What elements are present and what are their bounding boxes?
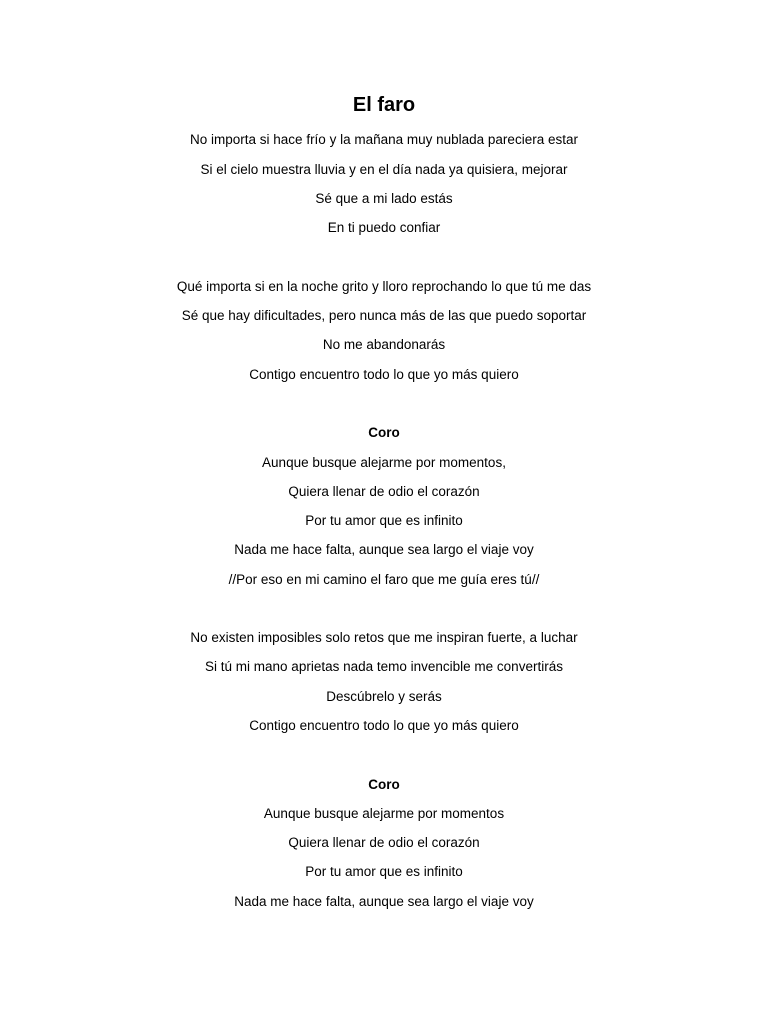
stanza-1-line-3: Sé que a mi lado estás [315,191,453,206]
stanza-3-line-2: Si tú mi mano aprietas nada temo invencible me convertirás [205,659,563,674]
chorus-2-line-4: Nada me hace falta, aunque sea largo el viaje voy [234,894,534,909]
chorus-1-line-1: Aunque busque alejarme por momentos, [262,455,506,470]
stanza-1-line-1: No importa si hace frío y la mañana muy nublada pareciera estar [190,132,578,147]
chorus-2-line-3: Por tu amor que es infinito [305,864,463,879]
stanza-2-line-1: Qué importa si en la noche grito y lloro reprochando lo que tú me das [176,279,592,294]
stanza-1-line-4: En ti puedo confiar [327,220,441,235]
stanza-3-line-4: Contigo encuentro todo lo que yo más quiero [249,718,519,733]
stanza-3-line-3: Descúbrelo y serás [326,689,442,704]
chorus-1-line-2: Quiera llenar de odio el corazón [288,484,480,499]
stanza-2-line-3: No me abandonarás [322,337,446,352]
stanza-2-line-4: Contigo encuentro todo lo que yo más quiero [249,367,519,382]
chorus-2-line-1: Aunque busque alejarme por momentos [263,806,505,821]
stanza-2-line-2: Sé que hay dificultades, pero nunca más de las que puedo soportar [181,308,587,323]
chorus-2-heading: Coro [368,777,400,792]
stanza-1-line-2: Si el cielo muestra lluvia y en el día nada ya quisiera, mejorar [200,162,568,177]
song-title: El faro [352,94,416,116]
chorus-2-line-2: Quiera llenar de odio el corazón [288,835,480,850]
chorus-1-line-5: //Por eso en mi camino el faro que me guía eres tú// [228,572,540,587]
chorus-1-line-4: Nada me hace falta, aunque sea largo el viaje voy [234,542,534,557]
chorus-1-heading: Coro [368,425,400,440]
stanza-3-line-1: No existen imposibles solo retos que me inspiran fuerte, a luchar [190,630,578,645]
chorus-1-line-3: Por tu amor que es infinito [305,513,463,528]
